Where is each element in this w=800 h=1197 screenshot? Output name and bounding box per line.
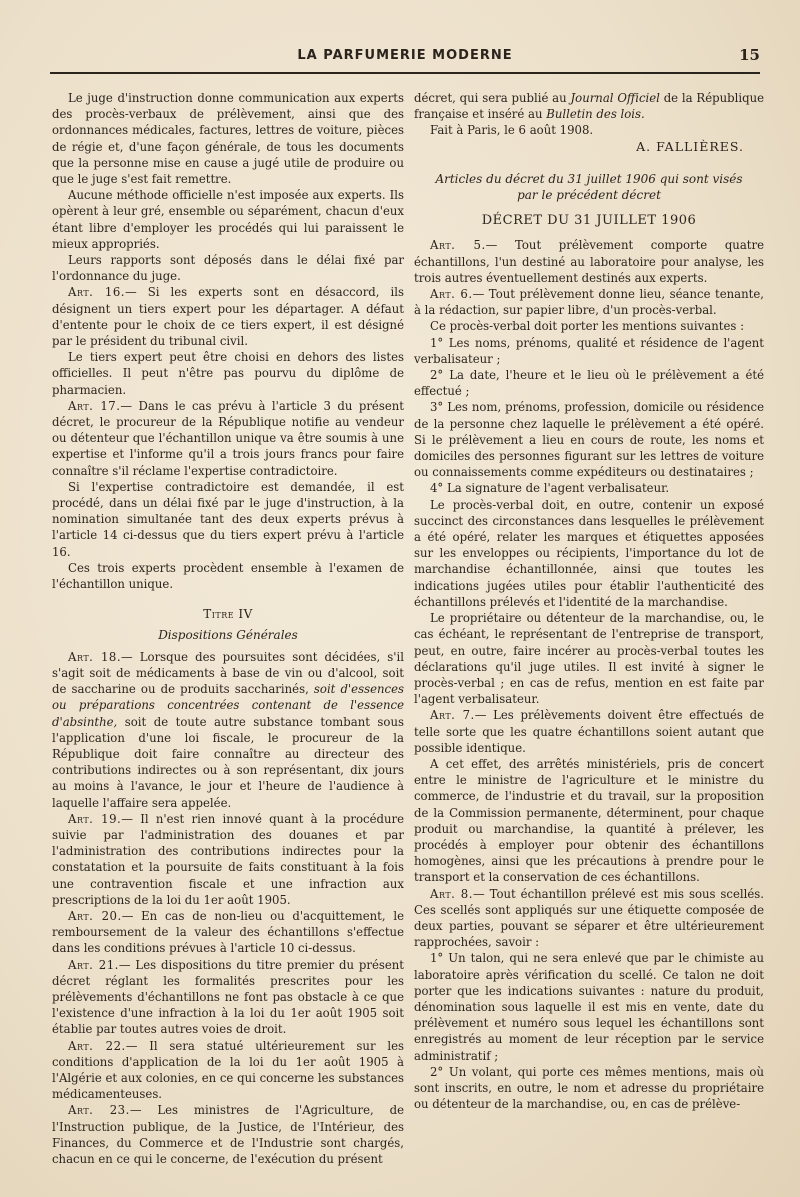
list-item: 2° La date, l'heure et le lieu où le prélèvement a été effectué ;	[414, 368, 764, 399]
running-header	[50, 46, 760, 74]
bulletin-des-lois: Bulletin des lois.	[546, 107, 645, 122]
article-label: Art. 20.	[68, 908, 122, 923]
list-item: 1° Les noms, prénoms, qualité et résidence de l'agent verbalisateur ;	[414, 335, 764, 366]
article-22	[52, 1038, 404, 1103]
text: décret, qui sera publié au	[414, 91, 571, 105]
article-label: Art. 8.	[430, 886, 473, 901]
article-label: Art. 5.	[430, 238, 486, 253]
article-8	[414, 886, 764, 951]
paragraph: Le tiers expert peut être choisi en dehors des listes officielles. Il peut n'être pas pourvu du diplôme de pharmacien.	[52, 350, 404, 397]
article-text: — Il sera statué ultérieurement sur les conditions d'application de la loi du 1er août 1905 à l'Algérie et aux colonies, en ce qui concerne les substances médicamenteuses.	[52, 1038, 404, 1102]
article-text: — Dans le cas prévu à l'article 3 du présent décret, le procureur de la République notifie au vendeur ou détenteur que l'échantillon unique va être soumis à une expertise et l'informe qu'il a trois jours francs pour faire connaître s'il réclame l'expertise contradictoire.	[52, 398, 404, 478]
articles-heading: Articles du décret du 31 juillet 1906 qui sont visés par le précédent décret	[435, 171, 743, 203]
article-label: Art. 21.	[68, 957, 119, 972]
article-18	[52, 649, 404, 811]
article-italic-text: soit d'essences ou préparations concentrées contenant de l'essence d'absinthe,	[52, 682, 404, 729]
text: de la République française et inséré au	[414, 91, 765, 122]
paragraph: A cet effet, des arrêtés ministériels, pris de concert entre le ministre de l'agriculture et le ministre du commerce, de l'industrie et du travail, sur la proposition de la Commission permanente, déterminent, pour chaque produit ou marchandise, la quantité à prélever, les procédés à employer pour obtenir des échantillons homogènes, ainsi que les précautions à prendre pour le transport et la conservation de ces échantillons.	[414, 756, 764, 885]
signature: A. FALLIÈRES.	[636, 138, 744, 154]
date-line: Fait à Paris, le 6 août 1908.	[430, 123, 594, 138]
section-subheading: Dispositions Générales	[158, 627, 298, 642]
article-label: Art. 23.	[68, 1103, 130, 1118]
paragraph: Si l'expertise contradictoire est demandée, il est procédé, dans un délai fixé par le juge d'instruction, à la nomination simultanée tant des deux experts prévus à l'article 14 ci-dessus que du tiers expert prévu à l'article 16.	[52, 479, 404, 559]
article-5	[414, 237, 764, 286]
list-item: 4° La signature de l'agent verbalisateur.	[430, 481, 670, 496]
article-text: soit de toute autre substance tombant sous l'application d'une loi fiscale, le procureur de la République doit faire connaître au directeur des contributions indirectes ou à son représentant, dix jours au moins à l'avance, le jour et l'heure de l'audience à laquelle l'affaire sera appelée.	[52, 714, 404, 810]
article-label: Art. 7.	[430, 708, 475, 723]
paragraph: Le procès-verbal doit, en outre, contenir un exposé succinct des circonstances dans lesquelles le prélèvement a été opéré, relater les marques et étiquettes apposées sur les enveloppes ou récipients, l'importance du lot de marchandise échantillonnée, ainsi que toutes les indications jugées utiles pour établir l'authenticité des échantillons prélevés et l'identité de la marchandise.	[414, 497, 764, 609]
article-text: — Les dispositions du titre premier du présent décret réglant les formalités prescrites pour les prélèvements d'échantillons ne font pas obstacle à ce que l'existence d'une infraction à la loi du 1er août 1905 soit établie par toutes autres voies de droit.	[52, 957, 404, 1037]
journal-title: LA PARFUMERIE MODERNE	[297, 48, 513, 63]
article-text: — En cas de non-lieu ou d'acquittement, le remboursement de la valeur des échantillons s'effectue dans les conditions prévues à l'article 10 ci-dessus.	[52, 908, 404, 956]
article-text: — Tout échantillon prélevé est mis sous scellés. Ces scellés sont appliqués sur une étiquette composée de deux parties, pouvant se séparer et être ultérieurement rapprochées, savoir :	[414, 886, 764, 950]
article-text: — Lorsque des poursuites sont décidées, s'il s'agit soit de médicaments à base de vin ou d'alcool, soit de saccharine ou de produits saccharinés,	[52, 649, 404, 697]
article-text: — Si les experts sont en désaccord, ils désignent un tiers expert pour les départager. A défaut d'entente pour le choix de ce tiers expert, il est désigné par le président du tribunal civil.	[52, 285, 404, 349]
paragraph: Le juge d'instruction donne communication aux experts des procès-verbaux de prélèvement, ainsi que des ordonnances médicales, factures, lettres de voiture, pièces de régie et, d'une façon générale, de tous les documents que la personne mise en cause a jugé utile de produire ou que le juge s'est fait remettre.	[52, 91, 404, 187]
article-text: — Tout prélèvement donne lieu, séance tenante, à la rédaction, sur papier libre, d'un procès-verbal.	[414, 287, 765, 318]
list-item: 3° Les nom, prénoms, profession, domicile ou résidence de la personne chez laquelle le prélèvement a été opéré. Si le prélèvement a lieu en cours de route, les noms et domiciles des personnes figurant sur les lettres de voiture ou connaissements comme expéditeurs ou destinataires ;	[414, 400, 764, 480]
article-label: Art. 16.	[68, 285, 125, 300]
article-19	[52, 811, 404, 908]
article-label: Art. 6.	[430, 287, 473, 302]
paragraph: Ce procès-verbal doit porter les mentions suivantes :	[430, 319, 745, 334]
article-20	[52, 908, 404, 957]
page-number: 15	[739, 46, 760, 64]
paragraph: Leurs rapports sont déposés dans le délai fixé par l'ordonnance du juge.	[52, 253, 404, 284]
article-label: Art. 17.	[68, 398, 121, 413]
article-label: Art. 22.	[68, 1038, 126, 1053]
paragraph: Le propriétaire ou détenteur de la marchandise, ou, le cas échéant, le représentant de l'entreprise de transport, peut, en outre, faire incérer au procès-verbal toutes les déclarations qu'il juge utiles. Il est invité à signer le procès-verbal ; en cas de refus, mention en est faite par l'agent verbalisateur.	[414, 611, 764, 707]
article-label: Art. 18.	[68, 649, 122, 664]
article-7	[414, 707, 764, 756]
right-column	[414, 90, 764, 1112]
article-21	[52, 957, 404, 1038]
article-text: — Il n'est rien innové quant à la procédure suivie par l'administration des douanes et par l'administration des contributions indirectes pour la constatation et la poursuite de faits constituant à la fois une contravention fiscale et une infraction aux prescriptions de la loi du 1er août 1905.	[52, 811, 404, 907]
article-16	[52, 284, 404, 349]
article-text: — Tout prélèvement comporte quatre échantillons, l'un destiné au laboratoire pour analyse, les trois autres éventuellement destinés aux experts.	[414, 238, 764, 285]
article-text: — Les ministres de l'Agriculture, de l'Instruction publique, de la Justice, de l'Intérieur, des Finances, du Commerce et de l'Industrie sont chargés, chacun en ce qui le concerne, de l'exécution du présent	[52, 1103, 404, 1166]
paragraph	[414, 90, 764, 122]
paragraph: Ces trois experts procèdent ensemble à l'examen de l'échantillon unique.	[52, 560, 404, 592]
article-17	[52, 398, 404, 479]
article-6	[414, 286, 764, 318]
article-23	[52, 1102, 404, 1167]
journal-officiel: Journal Officiel	[570, 91, 660, 105]
article-label: Art. 19.	[68, 811, 122, 826]
decret-heading: DÉCRET DU 31 JUILLET 1906	[481, 213, 697, 229]
section-heading: Titre IV	[203, 607, 253, 622]
list-item: 1° Un talon, qui ne sera enlevé que par le chimiste au laboratoire après vérification du scellé. Ce talon ne doit porter que les indications suivantes : nature du produit, dénomination sous laquelle il est mis en vente, date du prélèvement et numéro sous lequel les échantillons sont enregistrés au moment de leur réception par le service administratif ;	[414, 951, 764, 1063]
list-item: 2° Un volant, qui porte ces mêmes mentions, mais où sont inscrits, en outre, le nom et adresse du propriétaire ou détenteur de la marchandise, ou, en cas de prélève-	[414, 1064, 764, 1112]
article-text: — Les prélèvements doivent être effectués de telle sorte que les quatre échantillons soient autant que possible identique.	[414, 708, 764, 755]
left-column	[52, 90, 404, 1167]
paragraph: Aucune méthode officielle n'est imposée aux experts. Ils opèrent à leur gré, ensemble ou séparément, chacun d'eux étant libre d'employer les procédés qui lui paraissent le mieux appropriés.	[52, 188, 404, 251]
